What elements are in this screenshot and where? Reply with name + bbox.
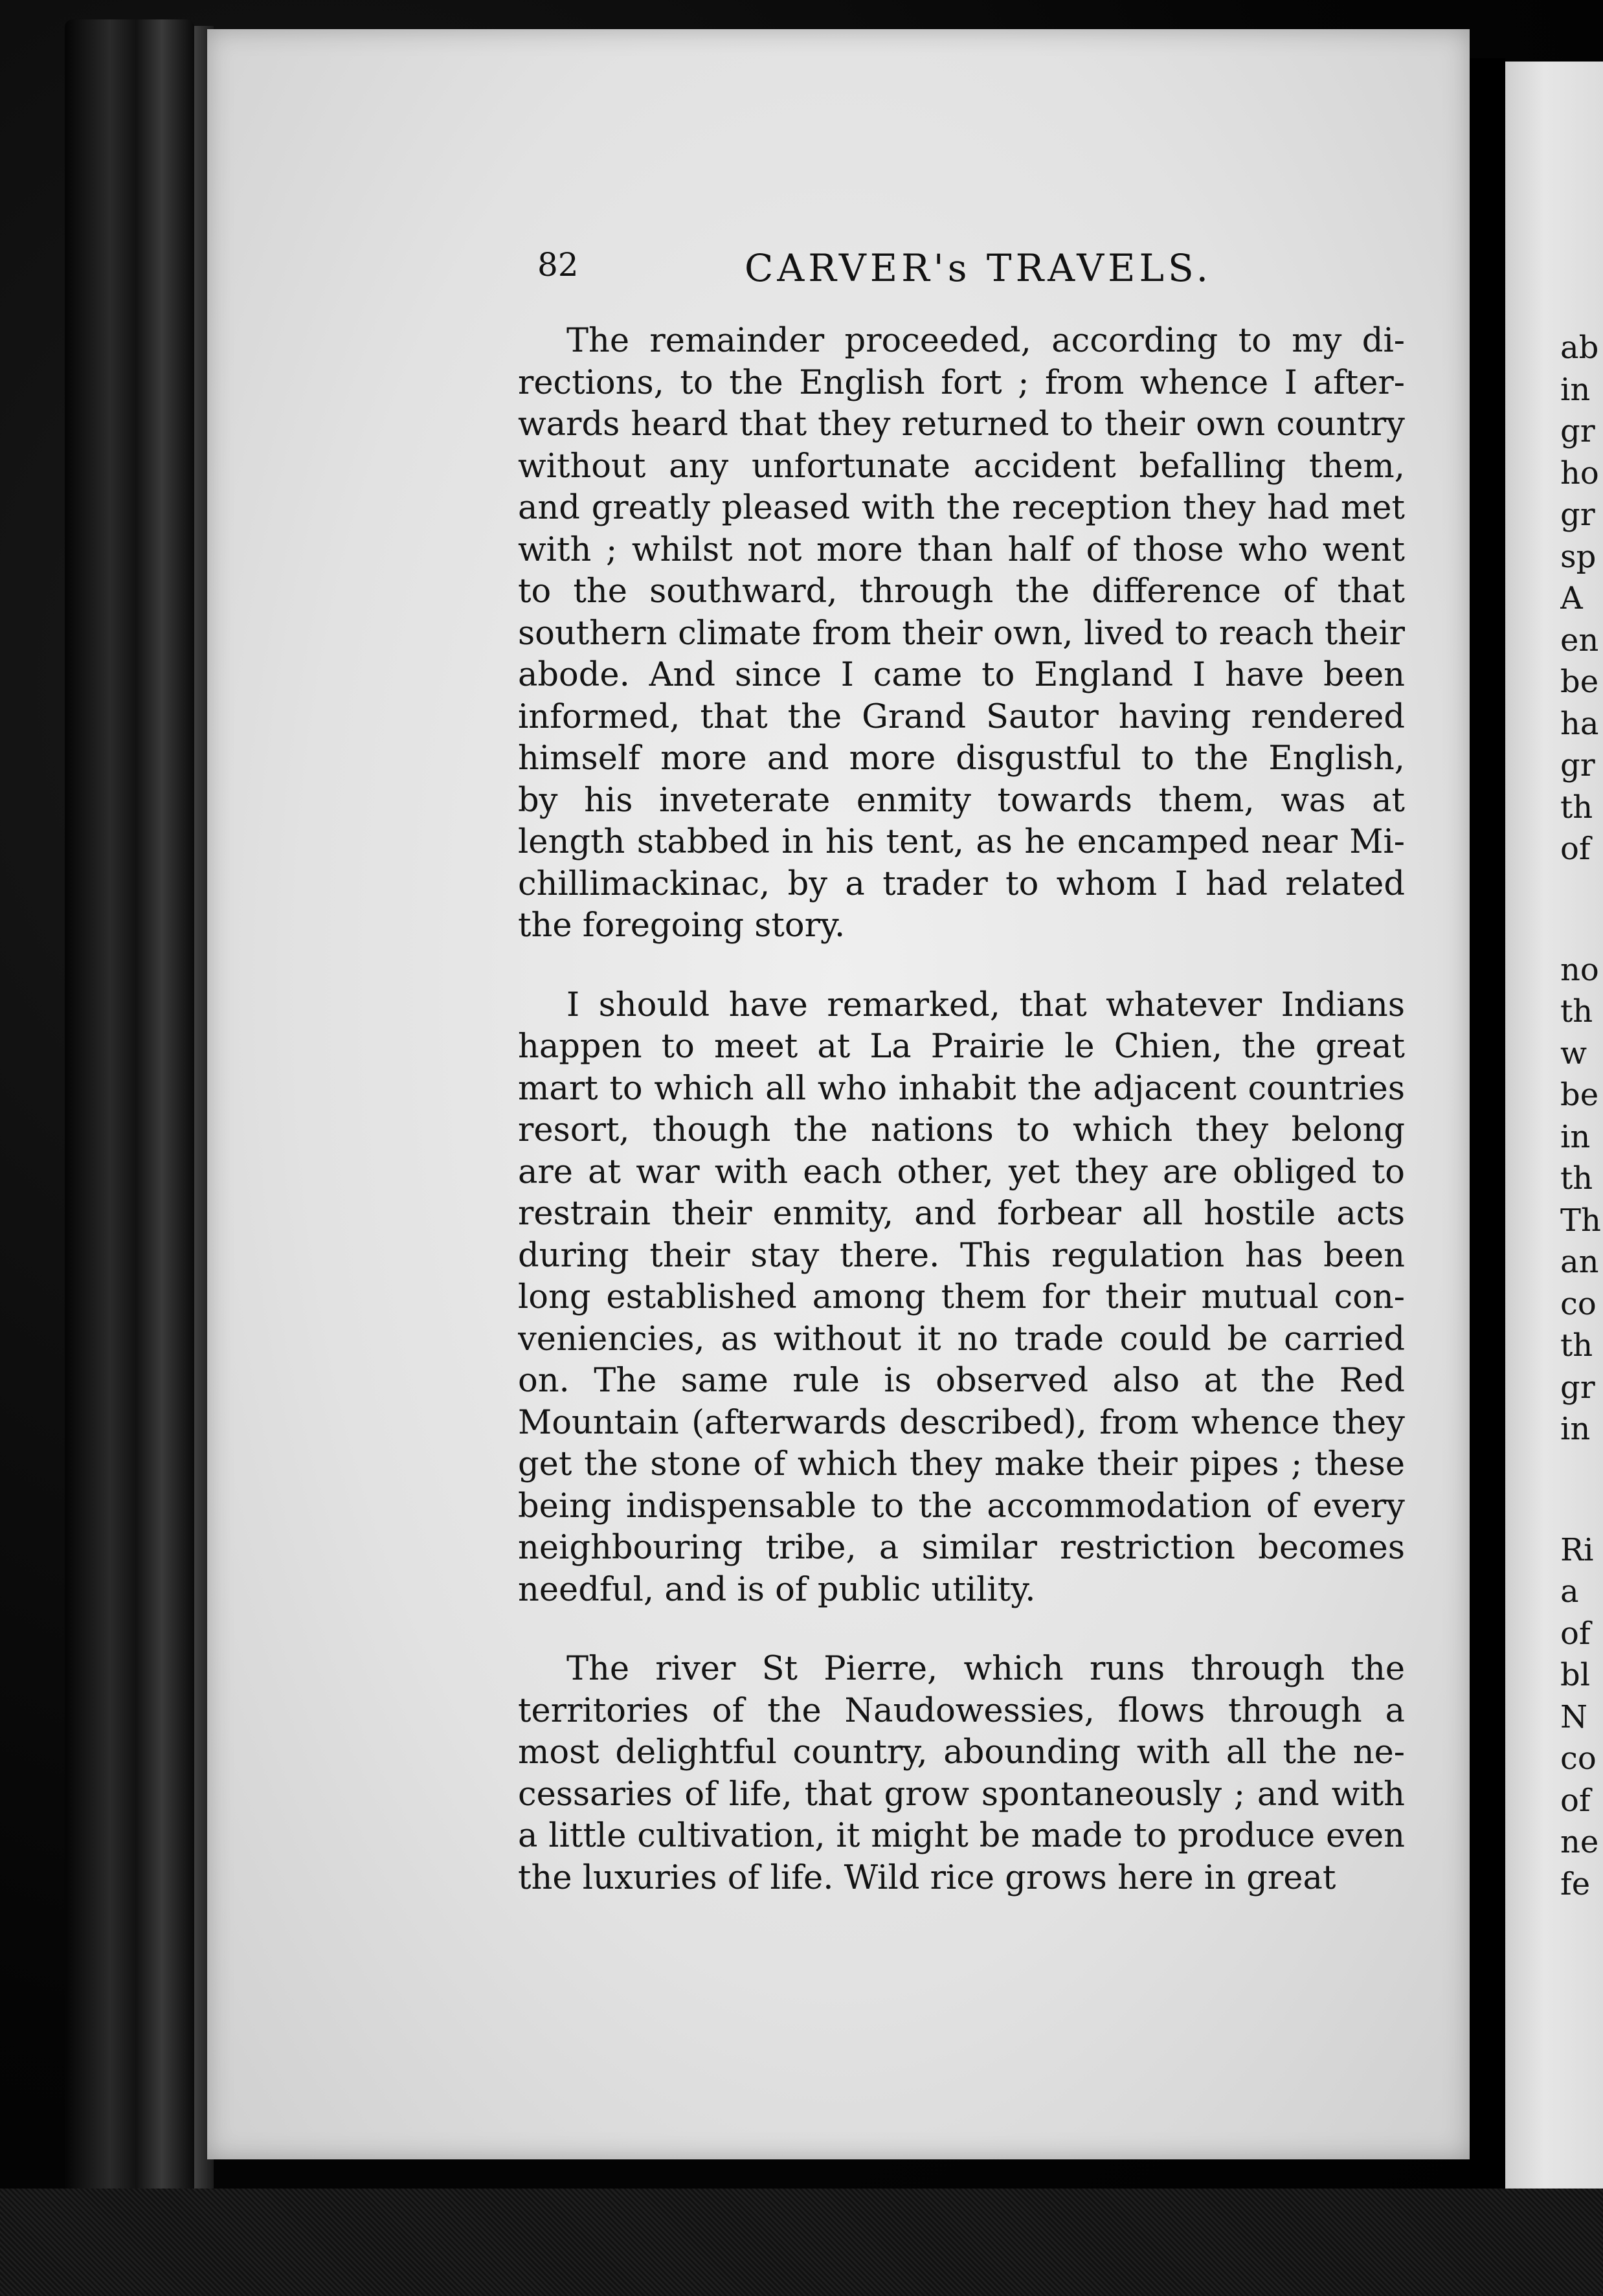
facing-line-fragment: th: [1560, 1160, 1593, 1197]
facing-line-fragment: fe: [1560, 1865, 1591, 1902]
text-line: I should have remarked, that whatever Indians: [566, 985, 1405, 1024]
text-line: restrain their enmity, and forbear all hostile acts: [518, 1195, 1405, 1233]
facing-line-fragment: ha: [1560, 705, 1599, 742]
book-gutter: [1470, 58, 1505, 2260]
text-line: The remainder proceeded, according to my di-: [566, 322, 1405, 360]
facing-line-fragment: be: [1560, 664, 1599, 700]
text-line: a little cultivation, it might be made to produce even: [518, 1817, 1405, 1855]
text-line: long established among them for their mutual con-: [518, 1278, 1405, 1316]
facing-line-fragment: w: [1560, 1035, 1587, 1072]
text-line: most delightful country, abounding with all the ne-: [518, 1733, 1405, 1772]
facing-gap: [1560, 870, 1603, 949]
facing-line-fragment: A: [1560, 580, 1583, 616]
text-line: cessaries of life, that grow spontaneously ; and with: [518, 1775, 1405, 1814]
facing-line-fragment: ne: [1560, 1824, 1599, 1860]
text-line: to the southward, through the difference of that: [518, 572, 1405, 611]
text-line: neighbouring tribe, a similar restriction becomes: [518, 1529, 1405, 1567]
facing-line-fragment: sp: [1560, 538, 1597, 575]
text-line: and greatly pleased with the reception they had met: [518, 489, 1405, 527]
facing-line-fragment: no: [1560, 951, 1599, 988]
facing-line-fragment: gr: [1560, 413, 1595, 449]
text-line: by his inveterate enmity towards them, was at: [518, 781, 1405, 820]
text-line: southern climate from their own, lived to reach their: [518, 614, 1405, 653]
scanner-bed: [0, 2189, 1603, 2296]
text-line: wards heard that they returned to their own country: [518, 405, 1405, 444]
facing-line-fragment: Th: [1560, 1202, 1601, 1239]
facing-line-fragment: th: [1560, 993, 1593, 1030]
paragraph: [518, 1649, 1405, 1899]
facing-line-fragment: in: [1560, 1411, 1591, 1447]
text-line: with ; whilst not more than half of those who went: [518, 530, 1405, 569]
page-number: 82: [537, 246, 579, 284]
facing-line-fragment: N: [1560, 1698, 1587, 1735]
text-line: himself more and more disgustful to the English,: [518, 739, 1405, 778]
facing-line-fragment: ho: [1560, 455, 1599, 491]
text-line: are at war with each other, yet they are obliged to: [518, 1153, 1405, 1191]
facing-line-fragment: co: [1560, 1740, 1597, 1777]
facing-line-fragment: gr: [1560, 497, 1595, 533]
body-text: [518, 321, 1405, 1937]
facing-line-fragment: co: [1560, 1285, 1597, 1322]
text-line: during their stay there. This regulation has been: [518, 1236, 1405, 1275]
text-line: chillimackinac, by a trader to whom I had related: [518, 864, 1405, 903]
text-line: needful, and is of public utility.: [518, 1570, 1036, 1609]
paragraph: [518, 985, 1405, 1612]
facing-line-fragment: bl: [1560, 1657, 1591, 1693]
text-line: veniencies, as without it no trade could be carried: [518, 1320, 1405, 1358]
text-line: abode. And since I came to England I have been: [518, 656, 1405, 694]
text-line: The river St Pierre, which runs through the: [566, 1650, 1405, 1688]
running-head: [537, 246, 1379, 298]
text-line: on. The same rule is observed also at the Red: [518, 1362, 1405, 1400]
facing-line-fragment: ab: [1560, 330, 1599, 366]
facing-line-fragment: in: [1560, 1118, 1591, 1155]
text-line: Mountain (afterwards described), from whence they: [518, 1403, 1405, 1442]
facing-line-fragment: of: [1560, 1615, 1591, 1652]
running-title: CARVER's TRAVELS.: [745, 246, 1213, 290]
facing-line-fragment: of: [1560, 1782, 1591, 1819]
facing-line-fragment: an: [1560, 1244, 1599, 1280]
facing-line-fragment: gr: [1560, 1369, 1595, 1406]
text-line: get the stone of which they make their pipes ; these: [518, 1445, 1405, 1483]
facing-line-fragment: of: [1560, 831, 1591, 867]
facing-line-fragment: a: [1560, 1573, 1579, 1610]
facing-line-fragment: th: [1560, 789, 1593, 826]
text-line: mart to which all who inhabit the adjacent countries: [518, 1069, 1405, 1108]
book-spine-edge: [65, 19, 194, 2266]
facing-line-fragment: Ri: [1560, 1531, 1594, 1568]
facing-page-text: [1560, 327, 1603, 1905]
text-line: resort, though the nations to which they belong: [518, 1111, 1405, 1149]
paragraph: [518, 321, 1405, 947]
facing-line-fragment: in: [1560, 371, 1591, 408]
facing-line-fragment: gr: [1560, 747, 1595, 783]
text-line: territories of the Naudowessies, flows through a: [518, 1691, 1405, 1730]
text-line: happen to meet at La Prairie le Chien, the great: [518, 1028, 1405, 1066]
text-line: the foregoing story.: [518, 906, 846, 945]
text-line: being indispensable to the accommodation of every: [518, 1487, 1405, 1525]
facing-line-fragment: be: [1560, 1077, 1599, 1113]
text-line: rections, to the English fort ; from whence I after-: [518, 363, 1405, 402]
text-line: informed, that the Grand Sautor having rendered: [518, 697, 1405, 736]
facing-gap: [1560, 1450, 1603, 1529]
text-line: the luxuries of life. Wild rice grows here in great: [518, 1858, 1336, 1897]
facing-line-fragment: th: [1560, 1327, 1593, 1364]
text-line: length stabbed in his tent, as he encamped near Mi-: [518, 823, 1405, 861]
facing-line-fragment: en: [1560, 622, 1599, 658]
text-line: without any unfortunate accident befalling them,: [518, 447, 1405, 486]
